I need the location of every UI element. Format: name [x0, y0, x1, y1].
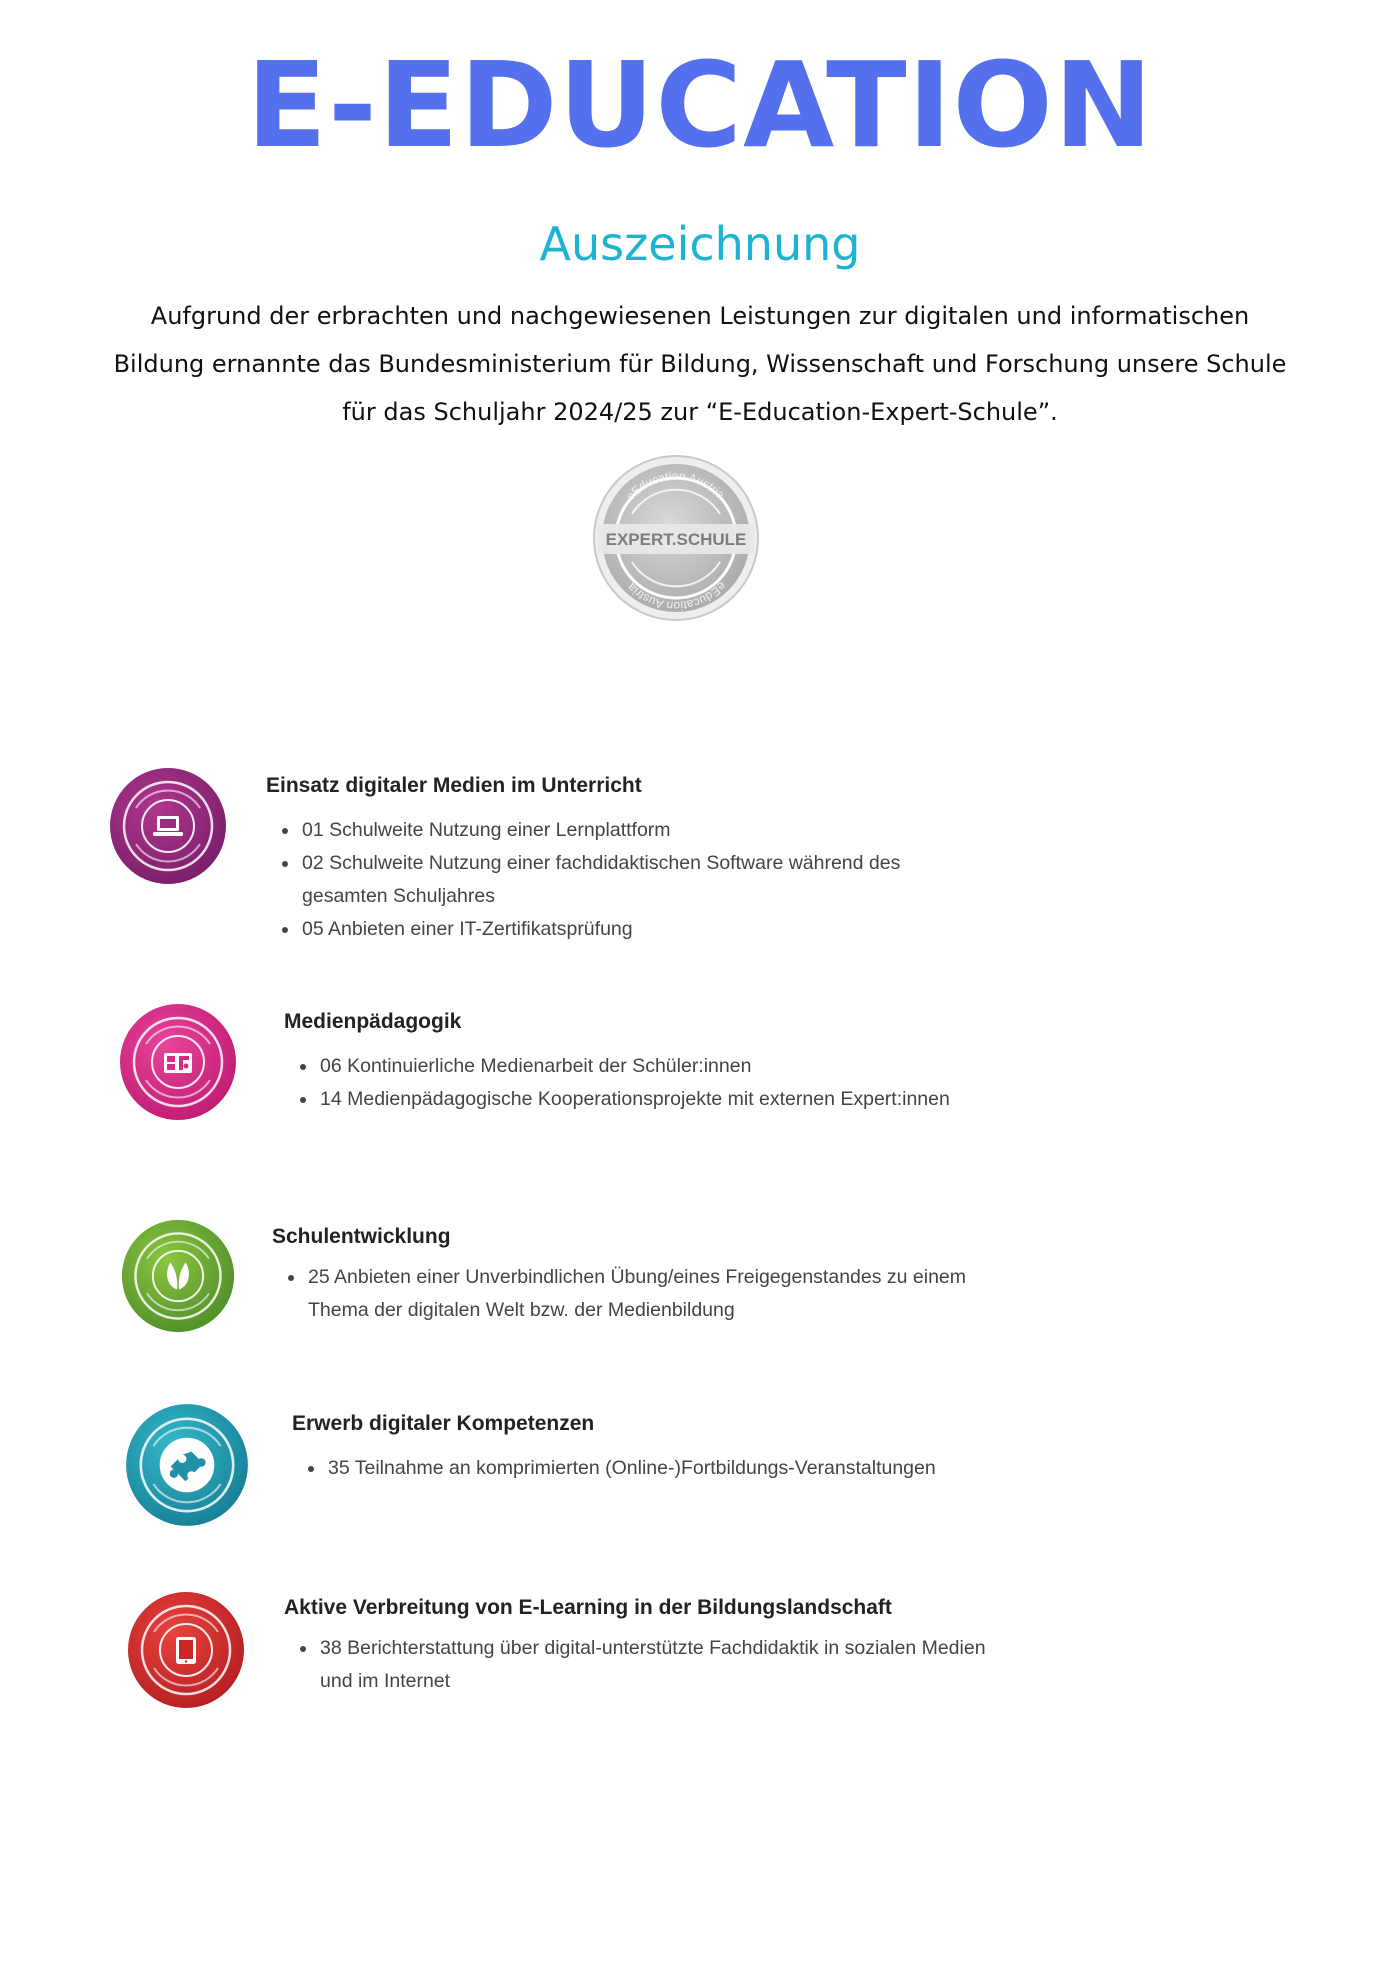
puzzle-icon: [124, 1402, 244, 1522]
laptop-icon: [108, 766, 228, 886]
criteria-list: [266, 814, 966, 946]
award-subtitle: Auszeichnung: [539, 217, 861, 271]
section-title: Einsatz digitaler Medien im Unterricht: [266, 774, 642, 797]
list-item: • 01 Schulweite Nutzung einer Lernplattform: [300, 814, 966, 847]
criteria-list: [284, 1632, 1004, 1698]
list-item: • 38 Berichterstattung über digital-unterstützte Fachdidaktik in sozialen Medien und im Internet: [318, 1632, 1004, 1698]
list-item: • 02 Schulweite Nutzung einer fachdidaktischen Software während des gesamten Schuljahres: [300, 847, 966, 913]
section-school-development: [120, 1218, 1020, 1368]
section-digital-media: [108, 766, 1008, 966]
leaf-icon: [120, 1218, 240, 1338]
section-media-pedagogy: [118, 1002, 1018, 1182]
list-item: • 14 Medienpädagogische Kooperationsprojekte mit externen Expert:innen: [318, 1083, 984, 1116]
list-item: • 05 Anbieten einer IT-Zertifikatsprüfung: [300, 913, 966, 946]
section-digital-competences: [124, 1402, 1024, 1552]
criteria-list: [272, 1261, 992, 1327]
page-title: E-EDUCATION: [246, 36, 1154, 174]
section-title: Schulentwicklung: [272, 1225, 451, 1248]
criteria-list: [284, 1050, 984, 1116]
section-e-learning-dissemination: [126, 1590, 1026, 1740]
seal-ring-text-top: eEducation Austria: [623, 468, 728, 504]
list-item: • 35 Teilnahme an komprimierten (Online-)Fortbildungs-Veranstaltungen: [326, 1452, 992, 1485]
criteria-list: [292, 1452, 992, 1485]
tablet-icon: [126, 1590, 246, 1710]
list-item: • 06 Kontinuierliche Medienarbeit der Schüler:innen: [318, 1050, 984, 1083]
seal-ring-text-bottom: eEducation Austria: [624, 578, 729, 614]
seal-label: EXPERT.SCHULE: [605, 530, 747, 549]
section-title: Erwerb digitaler Kompetenzen: [292, 1412, 595, 1435]
list-item: • 25 Anbieten einer Unverbindlichen Übung/eines Freigegenstandes zu einem Thema der digitalen Welt bzw. der Medienbildung: [306, 1261, 992, 1327]
section-title: Medienpädagogik: [284, 1010, 462, 1033]
media-icon: [118, 1002, 238, 1122]
intro-text: Aufgrund der erbrachten und nachgewiesenen Leistungen zur digitalen und informatischen Bildung ernannte das Bundesministerium für Bildung, Wissenschaft und Forschung unsere Schule für das Schuljahr 2024/25 zur “E-Education-Expert-Schule”.: [113, 302, 1287, 426]
expert-school-seal-icon: [592, 454, 760, 622]
section-title: Aktive Verbreitung von E-Learning in der Bildungslandschaft: [284, 1596, 892, 1619]
expert-school-seal: [592, 454, 760, 622]
